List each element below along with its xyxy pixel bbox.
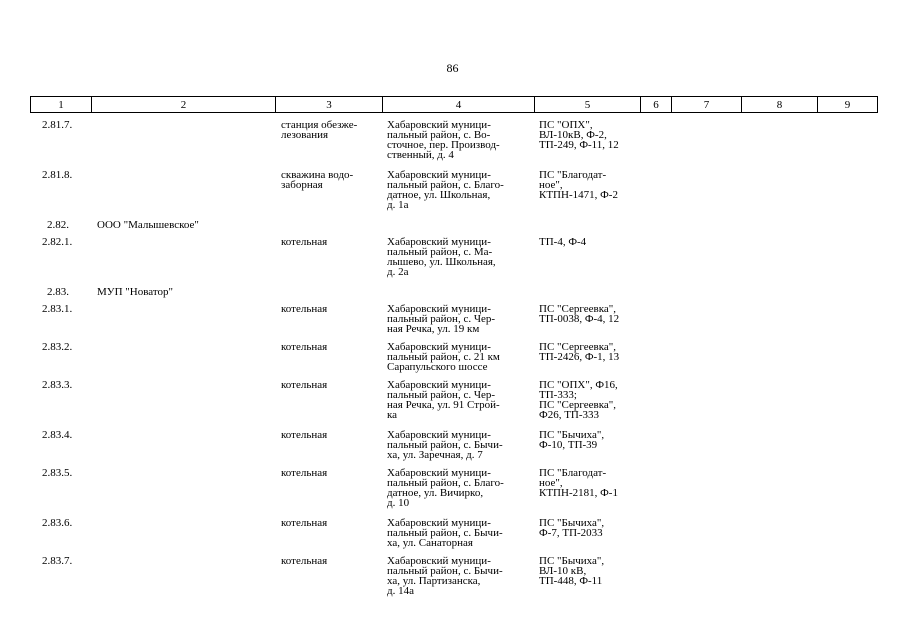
power-source: ПС "ОПХ", Ф16, ТП-333; ПС "Сергеевка", Ф26, ТП-333 xyxy=(539,379,618,421)
facility-type: котельная xyxy=(281,555,328,567)
column-header-7: 7 xyxy=(672,97,742,113)
group-number: 2.82. xyxy=(47,219,69,231)
row-number: 2.83.4. xyxy=(42,429,73,441)
column-header-6: 6 xyxy=(641,97,672,113)
row-number: 2.83.1. xyxy=(42,303,73,315)
facility-type: котельная xyxy=(281,303,328,315)
column-header-2: 2 xyxy=(92,97,276,113)
facility-type: станция обезже- лезования xyxy=(281,119,358,141)
facility-address: Хабаровский муници- пальный район, с. Во- сточное, пер. Производ- ственный, д. 4 xyxy=(387,119,500,161)
facility-address: Хабаровский муници- пальный район, с. Бычи- ха, ул. Санаторная xyxy=(387,517,503,549)
facility-type: котельная xyxy=(281,429,328,441)
column-header-4: 4 xyxy=(383,97,535,113)
facility-type: котельная xyxy=(281,236,328,248)
facility-type: котельная xyxy=(281,517,328,529)
column-header-table xyxy=(30,96,878,113)
row-number: 2.83.3. xyxy=(42,379,73,391)
power-source: ПС "Благодат- ное", КТПН-2181, Ф-1 xyxy=(539,467,618,499)
organization-name: МУП "Новатор" xyxy=(97,286,173,298)
row-number: 2.83.7. xyxy=(42,555,73,567)
facility-address: Хабаровский муници- пальный район, с. Бычи- ха, ул. Заречная, д. 7 xyxy=(387,429,503,461)
group-number: 2.83. xyxy=(47,286,69,298)
facility-address: Хабаровский муници- пальный район, с. Благо- датное, ул. Школьная, д. 1а xyxy=(387,169,504,211)
power-source: ПС "Бычиха", Ф-7, ТП-2033 xyxy=(539,517,605,539)
facility-address: Хабаровский муници- пальный район, с. 21 км Сарапульского шоссе xyxy=(387,341,500,373)
power-source: ПС "Благодат- ное", КТПН-1471, Ф-2 xyxy=(539,169,618,201)
row-number: 2.83.5. xyxy=(42,467,73,479)
row-number: 2.81.7. xyxy=(42,119,73,131)
power-source: ТП-4, Ф-4 xyxy=(539,236,587,248)
page-number: 86 xyxy=(446,61,459,75)
facility-type: котельная xyxy=(281,379,328,391)
power-source: ПС "Бычиха", ВЛ-10 кВ, ТП-448, Ф-11 xyxy=(539,555,605,587)
facility-type: котельная xyxy=(281,341,328,353)
row-number: 2.83.6. xyxy=(42,517,73,529)
power-source: ПС "Сергеевка", ТП-0038, Ф-4, 12 xyxy=(539,303,620,325)
column-header-9: 9 xyxy=(818,97,878,113)
column-header-3: 3 xyxy=(276,97,383,113)
row-number: 2.83.2. xyxy=(42,341,73,353)
column-header-1: 1 xyxy=(31,97,92,113)
power-source: ПС "ОПХ", ВЛ-10кВ, Ф-2, ТП-249, Ф-11, 12 xyxy=(539,119,619,151)
facility-address: Хабаровский муници- пальный район, с. Бычи- ха, ул. Партизанска, д. 14а xyxy=(387,555,503,597)
row-number: 2.81.8. xyxy=(42,169,73,181)
row-number: 2.82.1. xyxy=(42,236,73,248)
power-source: ПС "Бычиха", Ф-10, ТП-39 xyxy=(539,429,605,451)
facility-address: Хабаровский муници- пальный район, с. Чер- ная Речка, ул. 19 км xyxy=(387,303,496,335)
facility-type: скважина водо- заборная xyxy=(281,169,354,191)
organization-name: ООО "Малышевское" xyxy=(97,219,199,231)
facility-address: Хабаровский муници- пальный район, с. Благо- датное, ул. Вичирко, д. 10 xyxy=(387,467,504,509)
power-source: ПС "Сергеевка", ТП-2426, Ф-1, 13 xyxy=(539,341,620,363)
column-header-8: 8 xyxy=(742,97,818,113)
column-header-row xyxy=(31,97,878,113)
facility-type: котельная xyxy=(281,467,328,479)
column-header-5: 5 xyxy=(535,97,641,113)
facility-address: Хабаровский муници- пальный район, с. Чер- ная Речка, ул. 91 Строй- ка xyxy=(387,379,500,421)
facility-address: Хабаровский муници- пальный район, с. Ма- лышево, ул. Школьная, д. 2а xyxy=(387,236,496,278)
